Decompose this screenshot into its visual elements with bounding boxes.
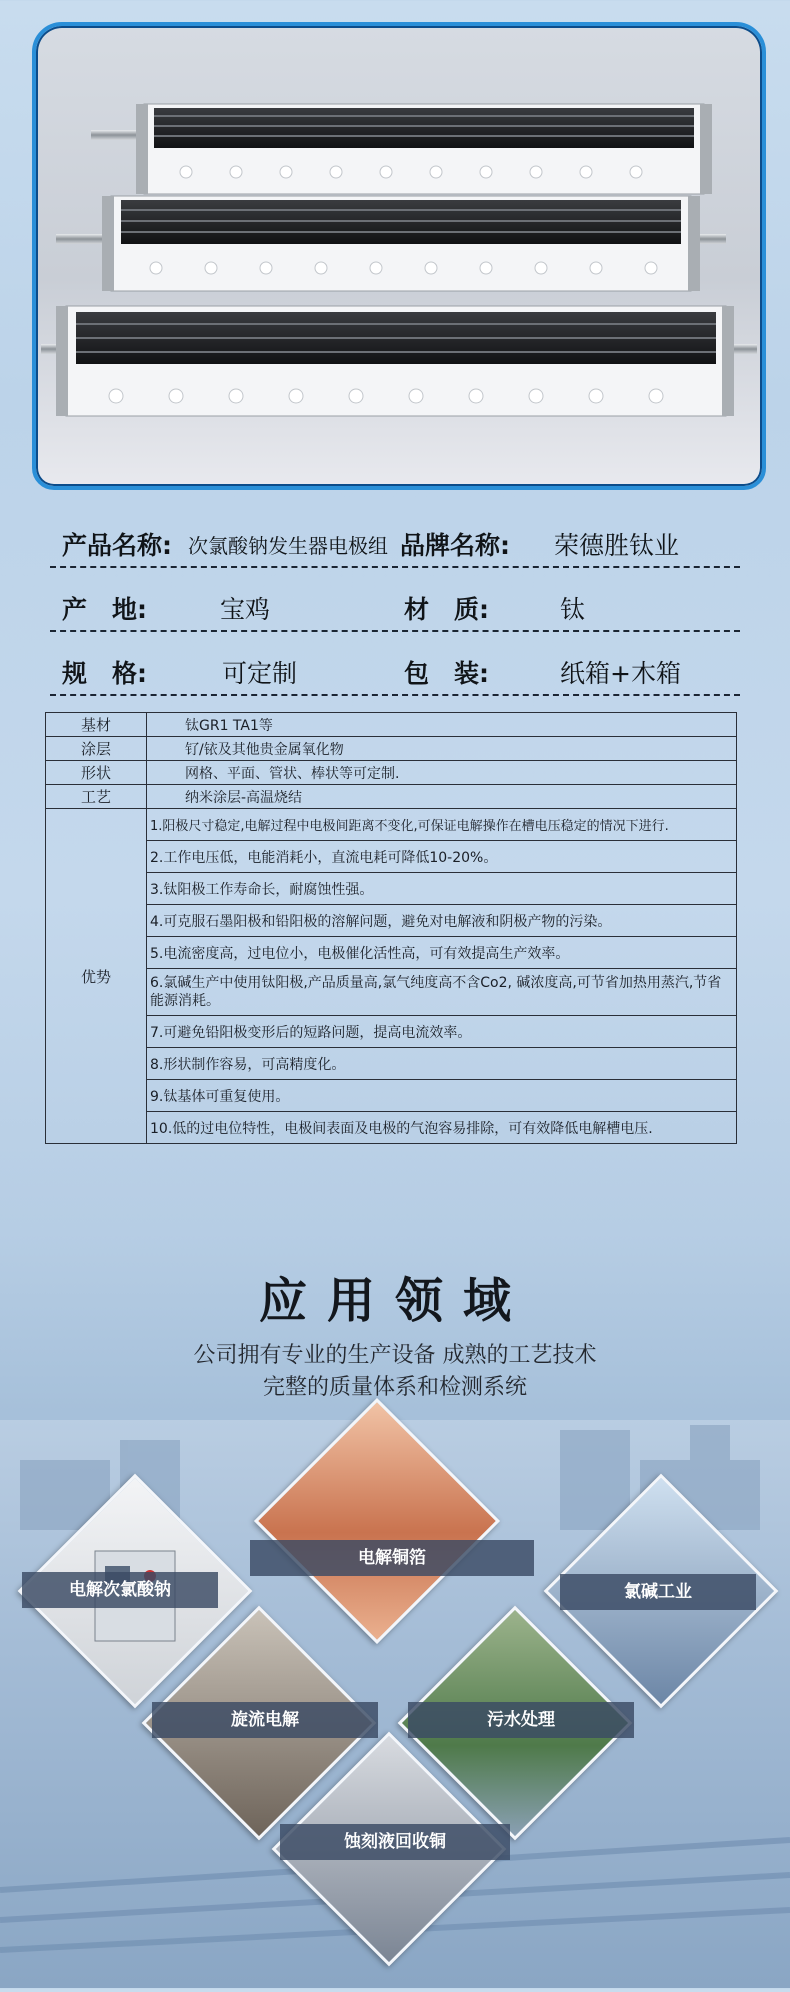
app-caption-chlor-alkali: 氯碱工业 [560,1574,756,1610]
applications-title: 应用领域 [258,1273,531,1329]
material-value: 钛 [560,595,586,624]
advantage-item: 9.钛基体可重复使用。 [147,1080,737,1112]
product-name-label: 产品名称: [62,531,172,560]
table-row [46,713,737,737]
table-row [46,809,737,841]
brand-value: 荣德胜钛业 [554,531,680,560]
spec-value: 可定制 [222,659,298,688]
info-row-spec-package [50,632,740,696]
row-value: 网格、平面、管状、棒状等可定制. [147,761,737,785]
table-row [46,737,737,761]
brand-label: 品牌名称: [400,531,510,560]
product-info [50,504,740,696]
advantage-item: 6.氯碱生产中使用钛阳极,产品质量高,氯气纯度高不含Co2, 碱浓度高,可节省加热用蒸汽,节省能源消耗。 [147,969,737,1016]
advantage-item: 10.低的过电位特性，电极间表面及电极的气泡容易排除，可有效降低电解槽电压. [147,1112,737,1144]
package-value: 纸箱+木箱 [560,659,681,688]
advantage-item: 4.可克服石墨阳极和铅阳极的溶解问题，避免对电解液和阴极产物的污染。 [147,905,737,937]
advantage-item: 7.可避免铅阳极变形后的短路问题，提高电流效率。 [147,1016,737,1048]
advantage-item: 3.钛阳极工作寿命长，耐腐蚀性强。 [147,873,737,905]
advantage-item: 1.阳极尺寸稳定,电解过程中电极间距离不变化,可保证电解操作在槽电压稳定的情况下进行. [147,809,737,841]
app-caption-wastewater: 污水处理 [408,1702,634,1738]
table-row [46,785,737,809]
product-photo [32,22,766,490]
applications-subtitle-1: 公司拥有专业的生产设备 成熟的工艺技术 [193,1343,597,1368]
app-caption-etching-copper-recovery: 蚀刻液回收铜 [280,1824,510,1860]
info-row-origin-material [50,568,740,632]
row-value: 纳米涂层-高温烧结 [147,785,737,809]
advantage-item: 8.形状制作容易，可高精度化。 [147,1048,737,1080]
app-caption-sodium-hypochlorite: 电解次氯酸钠 [22,1572,218,1608]
package-label: 包 装: [404,659,489,688]
product-name-value: 次氯酸钠发生器电极组 [188,534,388,558]
origin-value: 宝鸡 [220,595,271,624]
origin-label: 产 地: [62,595,147,624]
table-row [46,761,737,785]
advantage-item: 2.工作电压低，电能消耗小，直流电耗可降低10-20%。 [147,841,737,873]
info-row-name-brand [50,504,740,568]
electrode-assembly-illustration [36,26,762,486]
row-value: 钛GR1 TA1等 [147,713,737,737]
material-label: 材 质: [404,595,489,624]
row-key: 形状 [46,761,147,785]
app-caption-copper-foil: 电解铜箔 [250,1540,534,1576]
app-caption-cyclone-electrolysis: 旋流电解 [152,1702,378,1738]
spec-table [45,712,737,1144]
advantage-key: 优势 [46,809,147,1144]
row-key: 工艺 [46,785,147,809]
row-key: 涂层 [46,737,147,761]
applications-subtitle-2: 完整的质量体系和检测系统 [262,1375,527,1400]
advantage-item: 5.电流密度高，过电位小，电极催化活性高，可有效提高生产效率。 [147,937,737,969]
spec-label: 规 格: [62,659,147,688]
row-value: 钌/铱及其他贵金属氧化物 [147,737,737,761]
row-key: 基材 [46,713,147,737]
